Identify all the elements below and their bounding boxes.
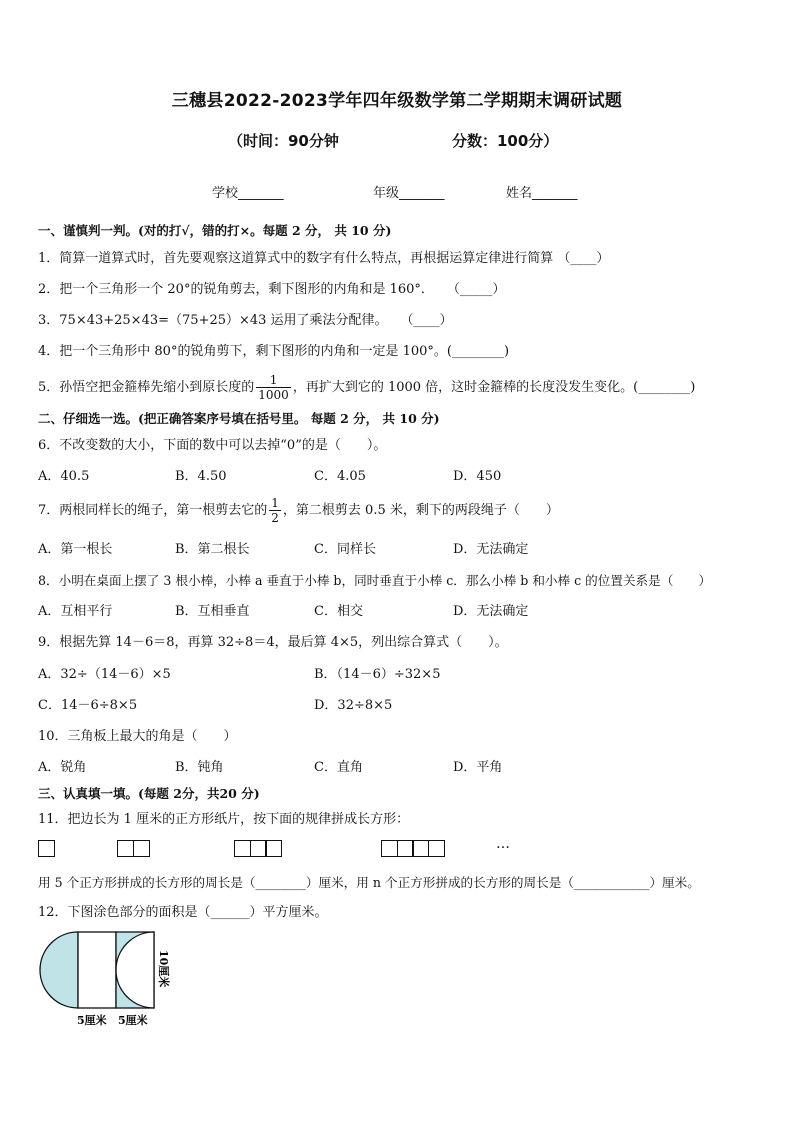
q8-option-a: A．互相平行	[38, 604, 113, 619]
section3-heading: 三、认真填一填。(每题 2分，共20 分)	[38, 786, 260, 801]
question-5-text-a: 5．孙悟空把金箍棒先缩小到原长度的	[38, 380, 255, 395]
question-9: 9．根据先算 14－6＝8，再算 32÷8＝4，最后算 4×5，列出综合算式（ ）。	[38, 635, 508, 650]
q7-option-d: D．无法确定	[453, 542, 529, 557]
q9-option-b: B．（14－6）÷32×5	[314, 667, 441, 682]
question-6: 6．不改变数的大小，下面的数中可以去掉“0”的是（ ）。	[38, 438, 387, 453]
q8-option-c: C．相交	[314, 604, 363, 619]
square-pattern-1	[38, 840, 54, 858]
q9-option-a: A．32÷（14－6）×5	[38, 667, 171, 682]
square-pattern-3	[234, 840, 281, 858]
width-label-left: 5厘米	[77, 1014, 107, 1027]
page-title: 三穗县2022-2023学年四年级数学第二学期期末调研试题	[171, 91, 623, 111]
fraction-denominator: 2	[271, 511, 279, 525]
q8-option-b: B．互相垂直	[175, 604, 250, 619]
question-5	[38, 370, 695, 406]
fraction-1-2	[269, 496, 281, 525]
grade-field: 年级_______	[373, 186, 445, 201]
question-11-fill: 用 5 个正方形拼成的长方形的周长是（________）厘米，用 n 个正方形拼成的长方形的周长是（____________）厘米。	[38, 875, 700, 890]
q9-option-c: C．14－6÷8×5	[38, 698, 138, 713]
unit-square	[250, 840, 267, 857]
fraction-numerator: 1	[271, 496, 279, 510]
unit-square	[397, 840, 414, 857]
shaded-area-figure	[36, 928, 186, 1033]
q7-option-c: C．同样长	[314, 542, 376, 557]
q10-option-c: C．直角	[314, 760, 363, 775]
continuation-dots: …	[496, 836, 510, 852]
unit-square	[234, 840, 251, 857]
q10-option-b: B．钝角	[175, 760, 224, 775]
unit-square	[38, 840, 55, 857]
q7-option-a: A．第一根长	[38, 542, 113, 557]
total-score: 分数：100分）	[452, 132, 559, 150]
q6-option-d: D．450	[453, 469, 502, 484]
question-10: 10．三角板上最大的角是（ ）	[38, 729, 237, 744]
question-8: 8．小明在桌面上摆了 3 根小棒，小棒 a 垂直于小棒 b，同时垂直于小棒 c．那么小棒 b 和小棒 c 的位置关系是（ ）	[38, 573, 712, 588]
height-label: 10厘米	[157, 950, 170, 988]
unit-square	[428, 840, 445, 857]
q9-option-d: D．32÷8×5	[314, 698, 393, 713]
question-12: 12．下图涂色部分的面积是（______）平方厘米。	[38, 905, 328, 920]
fraction-1-1000	[256, 373, 291, 402]
q6-option-c: C．4.05	[314, 469, 366, 484]
square-pattern-4	[381, 840, 444, 858]
square-pattern-2	[117, 840, 148, 858]
unit-square	[381, 840, 398, 857]
q7-option-b: B．第二根长	[175, 542, 250, 557]
question-3: 3．75×43+25×43=（75+25）×43 运用了乘法分配律。 （____）	[38, 313, 453, 328]
q10-option-a: A．锐角	[38, 760, 87, 775]
unit-square	[265, 840, 282, 857]
unit-square	[412, 840, 429, 857]
question-4: 4．把一个三角形中 80°的锐角剪下，剩下图形的内角和一定是 100°。(________)	[38, 344, 510, 359]
section2-heading: 二、仔细选一选。(把正确答案序号填在括号里。 每题 2 分， 共 10 分)	[38, 411, 440, 426]
fraction-numerator: 1	[269, 373, 278, 387]
question-7-text-a: 7．两根同样长的绳子，第一根剪去它的	[38, 503, 268, 518]
left-shaded-semicircle	[40, 932, 78, 1008]
school-field: 学校_______	[212, 186, 284, 201]
question-1: 1．简算一道算式时，首先要观察这道算式中的数字有什么特点，再根据运算定律进行简算 （____）	[38, 251, 610, 266]
question-2: 2．把一个三角形一个 20°的锐角剪去，剩下图形的内角和是 160°． （_____）	[38, 282, 506, 297]
question-7	[38, 493, 559, 529]
width-label-right: 5厘米	[118, 1014, 148, 1027]
time-limit: （时间：90分钟	[228, 132, 339, 150]
fraction-denominator: 1000	[258, 388, 289, 402]
q6-option-a: A．40.5	[38, 469, 90, 484]
name-field: 姓名_______	[506, 186, 578, 201]
unit-square	[133, 840, 150, 857]
section1-heading: 一、谨慎判一判。(对的打√，错的打×。每题 2 分， 共 10 分)	[38, 223, 392, 238]
unit-square	[117, 840, 134, 857]
q10-option-d: D．平角	[453, 760, 503, 775]
middle-rectangle	[78, 932, 116, 1008]
q8-option-d: D．无法确定	[453, 604, 529, 619]
question-7-text-b: ，第二根剪去 0.5 米，剩下的两段绳子（ ）	[282, 503, 559, 518]
question-11: 11．把边长为 1 厘米的正方形纸片，按下面的规律拼成长方形：	[38, 812, 410, 827]
q6-option-b: B．4.50	[175, 469, 227, 484]
question-5-text-b: ，再扩大到它的 1000 倍，这时金箍棒的长度没发生变化。(________)	[292, 380, 696, 395]
